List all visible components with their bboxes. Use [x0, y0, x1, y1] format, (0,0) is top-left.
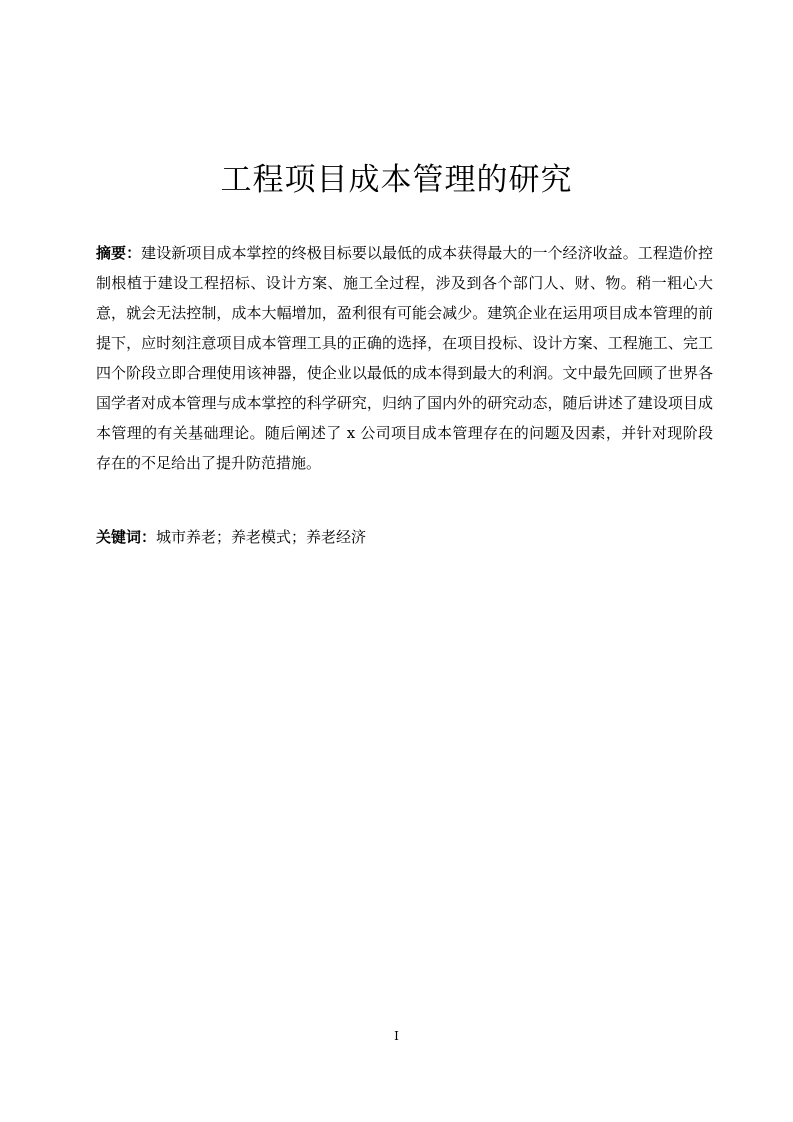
abstract-label: 摘要： — [96, 244, 142, 262]
abstract-paragraph — [96, 238, 713, 478]
page-number: I — [394, 1029, 399, 1043]
abstract-text: 建设新项目成本掌控的终极目标要以最低的成本获得最大的一个经济收益。工程造价控制根植于建设工程招标、设计方案、施工全过程，涉及到各个部门人、财、物。稍一粗心大意，就会无法控制，成本大幅增加，盈利很有可能会减少。建筑企业在运用项目成本管理的前提下，应时刻注意项目成本管理工具的正确的选择，在项目投标、设计方案、工程施工、完工四个阶段立即合理使用该神器，使企业以最低的成本得到最大的利润。文中最先回顾了世界各国学者对成本管理与成本掌控的科学研究，归纳了国内外的研究动态，随后讲述了建设项目成本管理的有关基础理论。随后阐述了 x 公司项目成本管理存在的问题及因素，并针对现阶段存在的不足给出了提升防范措施。 — [96, 244, 713, 472]
keywords-text: 城市养老；养老模式；养老经济 — [156, 528, 367, 546]
keywords-label: 关键词： — [96, 528, 157, 546]
page-title: 工程项目成本管理的研究 — [220, 162, 573, 198]
keywords-paragraph — [96, 522, 713, 552]
